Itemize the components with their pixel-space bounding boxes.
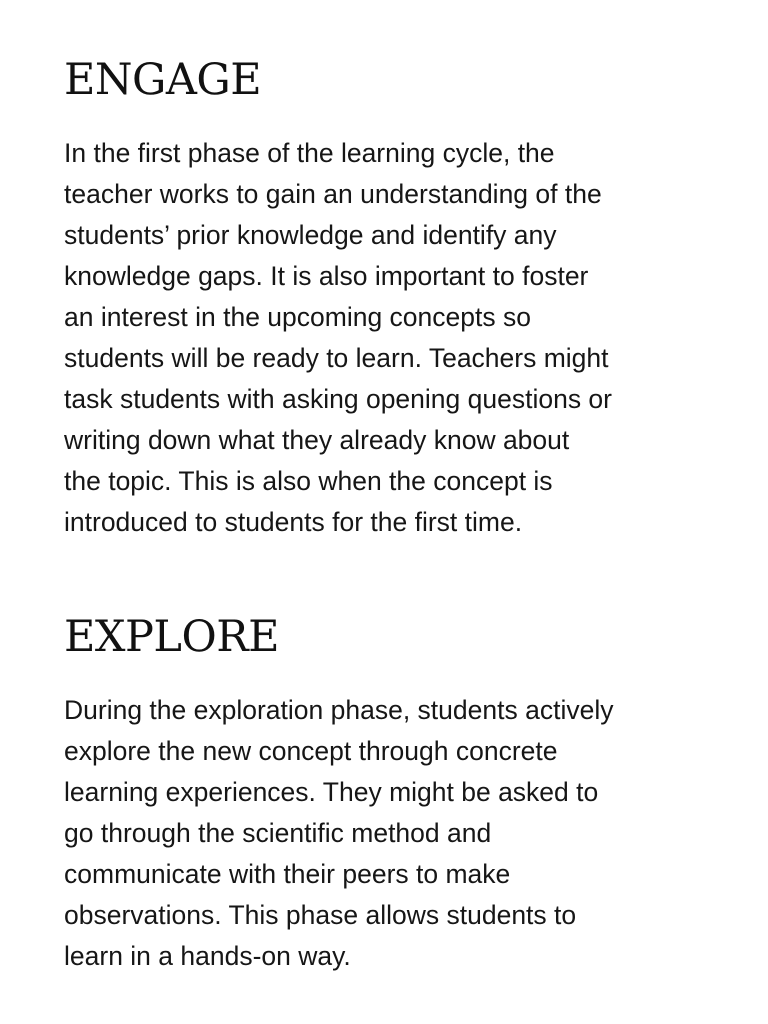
paragraph-line: In the first phase of the learning cycle, the (64, 138, 555, 168)
explore-heading: EXPLORE (64, 612, 280, 662)
explore-paragraph (64, 690, 724, 977)
explore-section (64, 611, 724, 977)
paragraph-line: observations. This phase allows students to (64, 900, 577, 930)
paragraph-line: students will be ready to learn. Teachers might (64, 343, 609, 373)
paragraph-line: go through the scientific method and (64, 818, 492, 848)
paragraph-line: task students with asking opening questions or (64, 384, 612, 414)
paragraph-line: explore the new concept through concrete (64, 736, 558, 766)
paragraph-line: writing down what they already know about (64, 425, 570, 455)
engage-heading: ENGAGE (64, 55, 262, 105)
engage-paragraph (64, 133, 724, 543)
paragraph-line: teacher works to gain an understanding of the (64, 179, 602, 209)
engage-section (64, 54, 724, 543)
paragraph-line: students’ prior knowledge and identify any (64, 220, 557, 250)
paragraph-line: knowledge gaps. It is also important to foster (64, 261, 589, 291)
paragraph-line: During the exploration phase, students actively (64, 695, 614, 725)
paragraph-line: introduced to students for the first time. (64, 507, 523, 537)
paragraph-line: the topic. This is also when the concept is (64, 466, 553, 496)
paragraph-line: communicate with their peers to make (64, 859, 511, 889)
paragraph-line: learn in a hands-on way. (64, 941, 351, 971)
paragraph-line: learning experiences. They might be asked to (64, 777, 599, 807)
paragraph-line: an interest in the upcoming concepts so (64, 302, 531, 332)
